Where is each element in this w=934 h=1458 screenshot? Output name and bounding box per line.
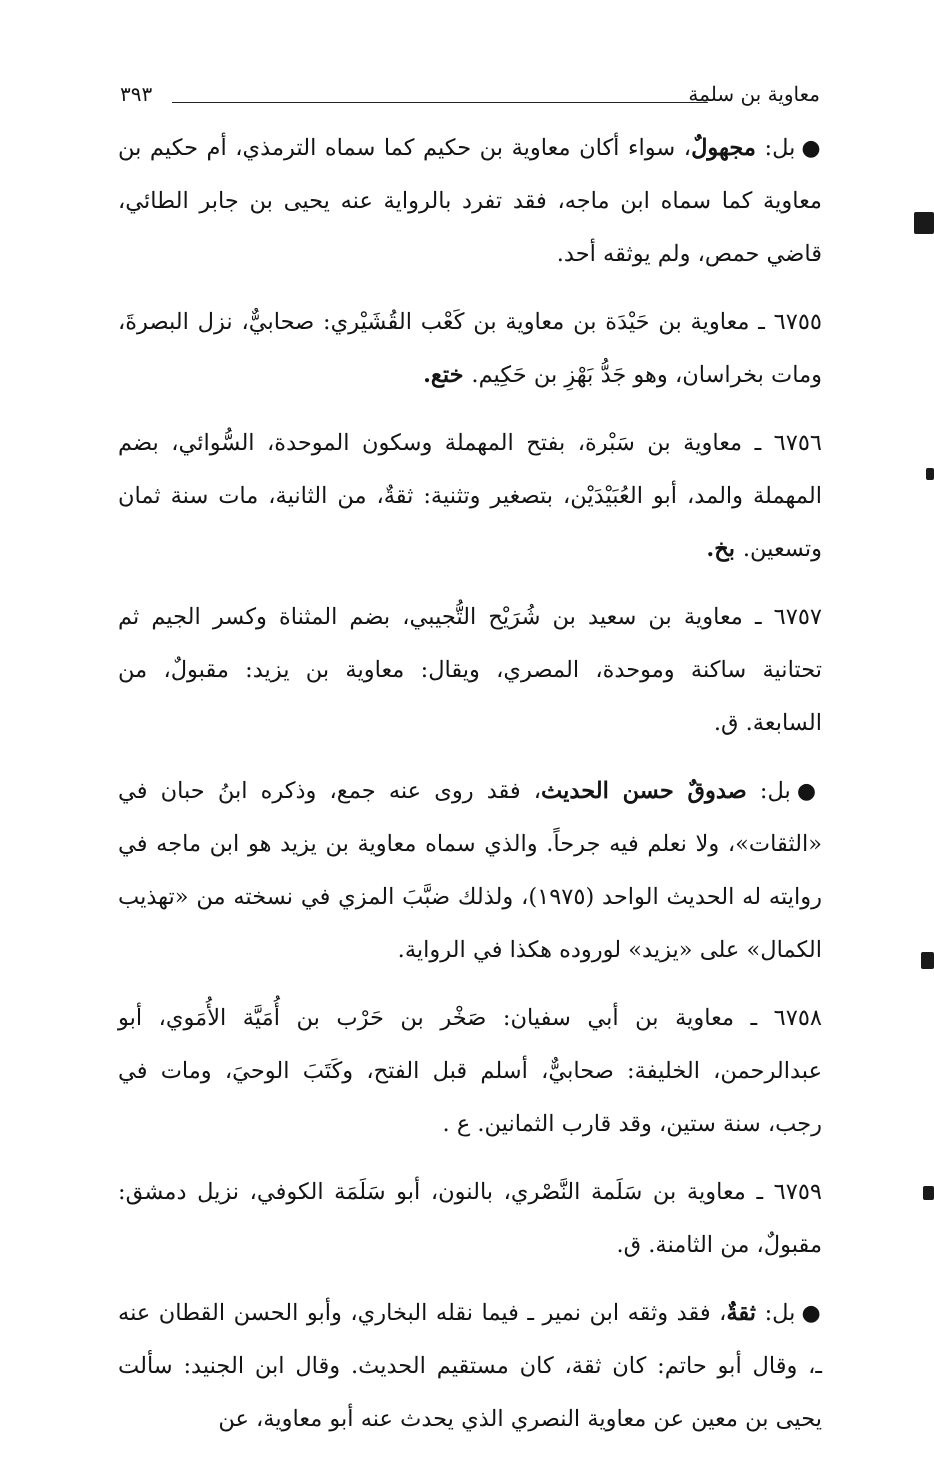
header-title: معاوية بن سلمة bbox=[688, 82, 820, 106]
bullet-icon: ● bbox=[796, 779, 822, 804]
header-rule bbox=[172, 102, 708, 103]
comment-lead: بل: bbox=[755, 135, 796, 161]
paragraph-text: ٦٧٥٩ ـ معاوية بن سَلَمة النَّصْري، بالنون، أبو سَلَمَة الكوفي، نزيل دمشق: مقبولٌ، من الثامنة. ق. bbox=[118, 1179, 822, 1258]
scan-mark bbox=[923, 1186, 934, 1200]
comment-lead: بل: bbox=[756, 1300, 796, 1326]
comment-paragraph bbox=[118, 765, 822, 977]
verdict-bold: صدوقٌ حسن الحديث bbox=[541, 778, 747, 804]
paragraph-text: ٦٧٥٧ ـ معاوية بن سعيد بن شُرَيْح التُّجيبي، بضم المثناة وكسر الجيم ثم تحتانية ساكنة وموحدة، المصري، ويقال: معاوية بن يزيد: مقبولٌ، من السابعة. ق. bbox=[118, 604, 822, 736]
paragraph-text: ، سواء أكان معاوية بن حكيم كما سماه الترمذي، أم حكيم بن معاوية كما سماه ابن ماجه، فقد تفرد بالرواية عنه يحيى بن جابر الطائي، قاضي حمص، ولم يوثقه أحد. bbox=[118, 135, 822, 267]
paragraph-text: ٦٧٥٥ ـ معاوية بن حَيْدَة بن معاوية بن كَعْب القُشَيْري: صحابيٌّ، نزل البصرةَ، ومات بخراسان، وهو جَدُّ بَهْزِ بن حَكِيم. bbox=[118, 309, 822, 388]
paragraph-text: ، فقد روى عنه جمع، وذكره ابنُ حبان في «الثقات»، ولا نعلم فيه جرحاً. والذي سماه معاوية بن يزيد هو ابن ماجه في روايته له الحديث الواحد (١٩٧٥)، ولذلك ضبَّبَ المزي في نسخته من «تهذيب الكمال» على «يزيد» لوروده هكذا في الرواية. bbox=[118, 778, 822, 963]
sigla-bold: ختع. bbox=[423, 362, 472, 388]
paragraph-text: ، فقد وثقه ابن نمير ـ فيما نقله البخاري، وأبو الحسن القطان عنه ـ، وقال أبو حاتم: كان ثقة، كان مستقيم الحديث. وقال ابن الجنيد: سألت يحيى بن معين عن معاوية النصري الذي يحدث عنه أبو معاوية، عن bbox=[118, 1300, 822, 1432]
entry-6758 bbox=[118, 992, 822, 1151]
scan-mark bbox=[921, 952, 934, 969]
paragraph-text: ٦٧٥٦ ـ معاوية بن سَبْرة، بفتح المهملة وسكون الموحدة، السُّوائي، بضم المهملة والمد، أبو العُبَيْدَيْن، بتصغير وتثنية: ثقةٌ، من الثانية، مات سنة ثمان وتسعين. bbox=[118, 430, 822, 562]
verdict-bold: مجهولٌ bbox=[691, 135, 756, 161]
page-body bbox=[118, 122, 822, 1458]
scan-mark bbox=[914, 212, 934, 234]
page-number: ٣٩٣ bbox=[120, 82, 153, 106]
entry-6756 bbox=[118, 417, 822, 576]
bullet-icon: ● bbox=[801, 136, 822, 161]
entry-6759 bbox=[118, 1166, 822, 1272]
entry-6757 bbox=[118, 591, 822, 750]
sigla-bold: بخ. bbox=[706, 536, 743, 562]
verdict-bold: ثقةٌ bbox=[726, 1300, 757, 1326]
comment-paragraph bbox=[118, 122, 822, 281]
scan-mark bbox=[926, 468, 934, 480]
paragraph-text: ٦٧٥٨ ـ معاوية بن أبي سفيان: صَخْر بن حَرْب بن أُمَيَّة الأُمَوي، أبو عبدالرحمن، الخليفة: صحابيٌّ، أسلم قبل الفتح، وكَتَبَ الوحيَ، ومات في رجب، سنة ستين، وقد قارب الثمانين. ع . bbox=[118, 1005, 822, 1137]
comment-lead: بل: bbox=[746, 778, 791, 804]
running-header bbox=[120, 82, 820, 110]
entry-6755 bbox=[118, 296, 822, 402]
bullet-icon: ● bbox=[801, 1301, 822, 1326]
comment-paragraph bbox=[118, 1287, 822, 1446]
